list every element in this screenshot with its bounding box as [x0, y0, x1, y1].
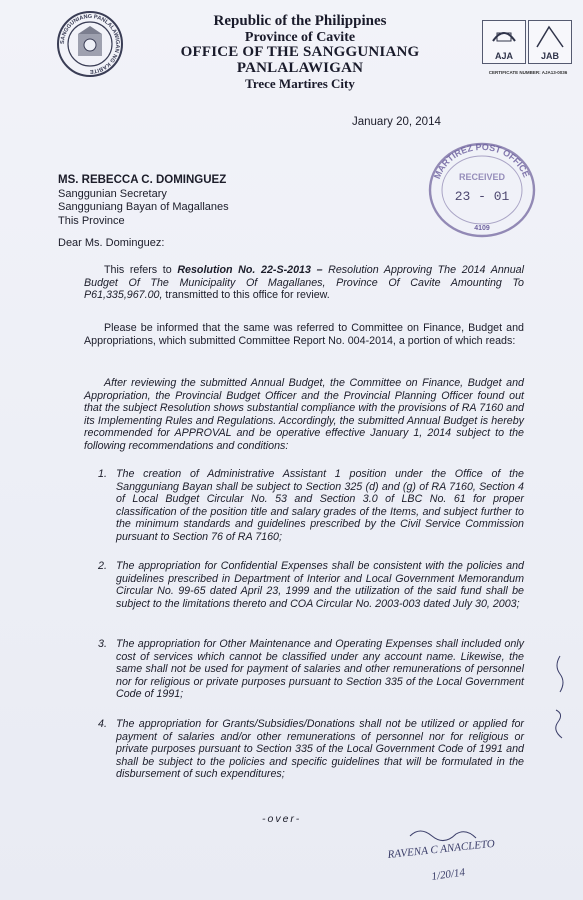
condition-item: 4. The appropriation for Grants/Subsidies/Donations shall not be utilized or applied for payment of salaries and/or other remunerations of personnel nor for religious or private purposes pursuant to Section 335 of the Local Government Code of 1991 and shall be subject to the policies and specific guidelines that will be formulated in the disbursement of such expenditures; [98, 718, 524, 780]
provincial-seal-icon [56, 10, 124, 78]
letterhead-office: OFFICE OF THE SANGGUNIANG PANLALAWIGAN [180, 44, 420, 76]
stamp-top-text: MARTIREZ POST OFFICE [431, 141, 532, 181]
handwritten-name: RAVENA C ANACLETO [387, 837, 496, 861]
paragraph-reference: This refers to Resolution No. 22-S-2013 – Resolution Approving The 2014 Annual Budget Of The Municipality Of Magallanes, Province Of Cavite Amounting To P61,335,967.00, transmitted to this office for review. [84, 264, 524, 301]
resolution-number: Resolution No. 22-S-2013 – [177, 264, 323, 276]
handwritten-signature [380, 818, 550, 888]
svg-text:SANGGUNIANG PANLALAWIGAN NG KA: SANGGUNIANG PANLALAWIGAN NG KABITE [59, 13, 121, 75]
margin-initials-icon [548, 652, 572, 752]
condition-item: 2. The appropriation for Confidential Expenses shall be consistent with the policies and guidelines prescribed in Department of Interior and Local Government Memorandum Circular No. 99-65 dated April 23, 1999 and the utilization of the said fund shall be subject to the limitations thereto and COA Circular No. 2003-003 dated July 30, 2003; [98, 560, 524, 610]
jab-emblem-icon [529, 21, 571, 51]
continued-marker: -over- [262, 813, 302, 825]
certificate-number: CERTIFICATE NUMBER: AJA13-0036 [488, 70, 568, 75]
stamp-zip: 4109 [474, 225, 490, 232]
recipient-office: Sangguniang Bayan of Magallanes [58, 201, 229, 213]
letterhead-province: Province of Cavite [244, 29, 356, 45]
stamp-date: 23 - 01 [454, 189, 510, 204]
stamp-received: RECEIVED [458, 172, 506, 182]
recipient-title: Sanggunian Secretary [58, 187, 167, 200]
paragraph-referral: Please be informed that the same was referred to Committee on Finance, Budget and Appropriations, which submitted Committee Report No. 004-2014, a portion of which reads: [84, 322, 524, 347]
condition-item: 3. The appropriation for Other Maintenance and Operating Expenses shall included only cost of services which cannot be classified under any account name. Likewise, the same shall not be used for payment of salaries and other remunerations of personnel nor for religious or private purposes pursuant to Section 335 of the Local Government Code of 1991; [98, 638, 524, 700]
handwritten-date: 1/20/14 [430, 866, 466, 883]
condition-item: 1. The creation of Administrative Assistant 1 position under the Office of the Sangguniang Bayan shall be subject to Section 325 (d) and (g) of RA 7160, Section 4 of Local Budget Circular No. 53 and Section 3.0 of LBC No. 61 for proper classification of the position title and salary grades of the Items, and subject further to the minimum standards and guidelines prescribed by the Civil Service Commission pursuant to Section 76 of RA 7160; [98, 468, 524, 543]
recipient-place: This Province [58, 214, 125, 227]
received-stamp [424, 138, 540, 242]
letter-date: January 20, 2014 [352, 116, 441, 128]
aja-emblem-icon [483, 21, 525, 51]
recipient-block [58, 174, 229, 228]
recipient-name: MS. REBECCA C. DOMINGUEZ [58, 174, 227, 186]
certification-logos [478, 20, 574, 82]
salutation: Dear Ms. Dominguez: [58, 237, 165, 249]
letterhead-city: Trece Martires City [245, 76, 355, 91]
aja-cert-logo: AJA [482, 20, 526, 64]
jab-cert-logo: JAB [528, 20, 572, 64]
letterhead [128, 14, 472, 92]
paragraph-committee-report: After reviewing the submitted Annual Budget, the Committee on Finance, Budget and Appropriation, the Provincial Budget Officer and the Provincial Planning Officer found out that the subject Resolution shows substantial compliance with the provisions of RA 7160 and its Implementing Rules and Regulations. Accordingly, the submitted Annual Budget is hereby recommended for APPROVAL and be operative effective January 1, 2014 subject to the following recommendations and conditions: [84, 377, 524, 452]
letterhead-republic: Republic of the Philippines [213, 13, 387, 29]
